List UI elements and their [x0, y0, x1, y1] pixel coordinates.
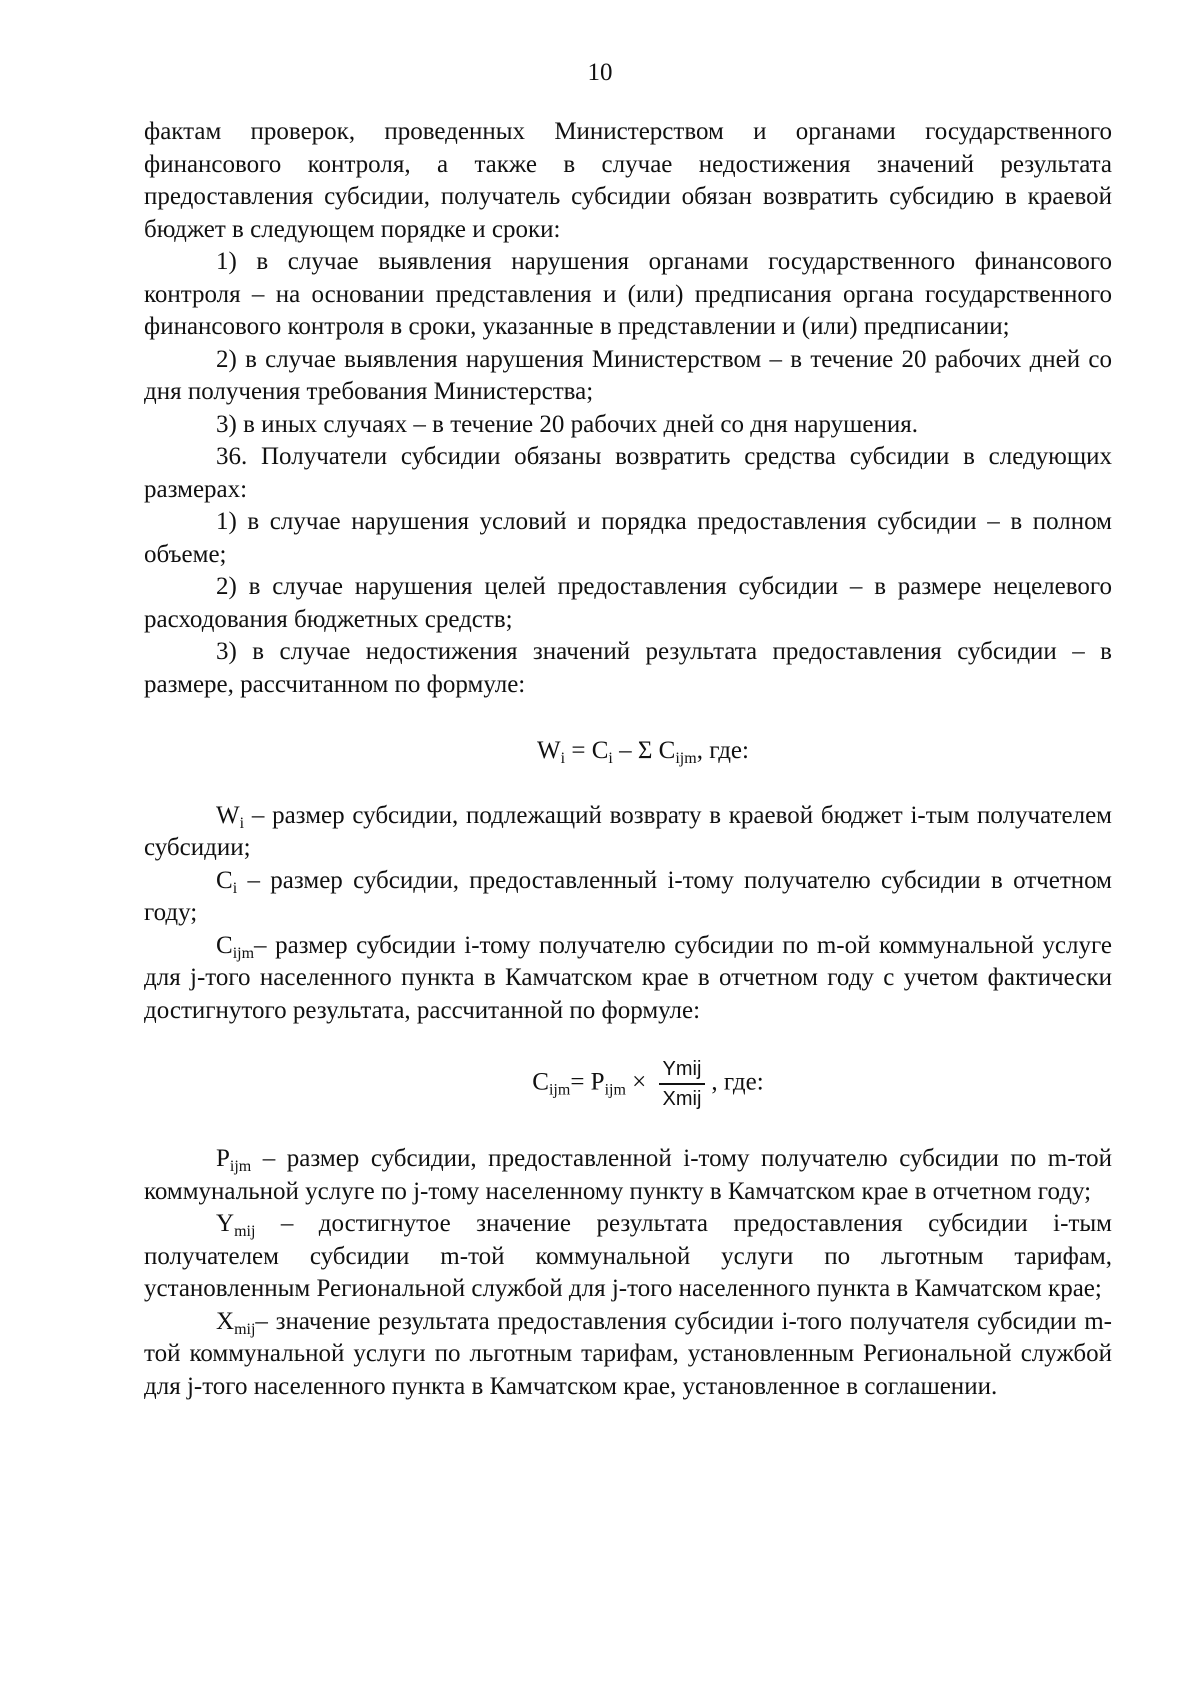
paragraph: фактам проверок, проведенных Министерством и органами государственного финансового контроля, а также в случае недостижения значений результата предоставления субсидии, получатель субсидии обязан возвратить субсидию в краевой бюджет в следующем порядке и сроки: [144, 118, 1112, 243]
formula-symbol: C [532, 1068, 549, 1096]
definition-w [144, 800, 1112, 865]
definition-subscript: i [239, 814, 245, 832]
definition-text: – размер субсидии, предоставленной i-тому получателю субсидии по m-той коммунальной услуге по j-тому населенному пункту в Камчатском крае в отчетном году; [144, 1145, 1112, 1205]
definition-symbol: X [216, 1307, 235, 1335]
document-body [144, 116, 1112, 1403]
formula-symbol: C [658, 737, 676, 764]
definition-symbol: C [216, 931, 233, 959]
page-number: 10 [587, 59, 613, 86]
definition-text: – размер субсидии i-тому получателю субсидии по m-ой коммунальной услуге для j-того населенного пункта в Камчатском крае в отчетном году с учетом фактически достигнутого результата, рассчитанной по формуле: [144, 931, 1112, 1024]
formula-symbol: P [590, 1068, 605, 1096]
formula-tail: , где: [711, 1068, 764, 1096]
definition-cijm [144, 930, 1112, 1028]
formula-fraction [659, 1057, 706, 1111]
formula-subscript: ijm [675, 750, 697, 767]
formula-symbol: C [591, 737, 609, 764]
definition-text: – значение результата предоставления субсидии i-того получателя субсидии m-той коммунальной услуги по льготным тарифам, установленным Региональной службой для j-того населенного пункта в Камчатском крае, установленное в соглашении. [144, 1307, 1112, 1400]
formula-cijm [144, 1057, 1112, 1111]
definition-ymij [144, 1208, 1112, 1306]
definition-symbol: P [216, 1145, 230, 1172]
formula-w [144, 735, 1112, 768]
formula-operator: – Σ [612, 737, 659, 764]
paragraph: 2) в случае выявления нарушения Министерством – в течение 20 рабочих дней со дня получения требования Министерства; [144, 345, 1112, 405]
paragraph: 1) в случае выявления нарушения органами государственного финансового контроля – на основании представления и (или) предписания органа государственного финансового контроля в сроки, указанные в представлении и (или) предписании; [144, 248, 1112, 340]
definition-symbol: W [216, 801, 240, 829]
definition-subscript: i [232, 879, 238, 897]
paragraph: 1) в случае нарушения условий и порядка предоставления субсидии – в полном объеме; [144, 508, 1112, 568]
paragraph: 3) в случае недостижения значений результата предоставления субсидии – в размере, рассчитанном по формуле: [144, 638, 1112, 698]
definition-subscript: ijm [229, 1158, 252, 1175]
formula-symbol: W [537, 737, 561, 764]
definition-symbol: Y [216, 1210, 235, 1237]
formula-operator: = [565, 737, 592, 764]
definition-subscript: mij [234, 1223, 256, 1240]
formula-subscript: i [560, 750, 566, 767]
paragraph: 36. Получатели субсидии обязаны возвратить средства субсидии в следующих размерах: [144, 443, 1112, 503]
definition-subscript: mij [234, 1320, 256, 1338]
paragraph: 2) в случае нарушения целей предоставления субсидии – в размере нецелевого расходования бюджетных средств; [144, 573, 1112, 633]
definition-c [144, 865, 1112, 930]
formula-subscript: i [608, 750, 613, 767]
formula-subscript: ijm [548, 1081, 571, 1099]
fraction-denominator: Xmij [662, 1088, 702, 1110]
definition-text: – размер субсидии, предоставленный i-тому получателю субсидии в отчетном году; [144, 866, 1112, 926]
formula-subscript: ijm [604, 1081, 626, 1099]
definition-xmij [144, 1306, 1112, 1404]
definition-symbol: C [216, 866, 233, 894]
formula-operator: = [570, 1068, 591, 1096]
definition-text: – размер субсидии, подлежащий возврату в краевой бюджет i-тым получателем субсидии; [144, 801, 1112, 861]
formula-tail: , где: [696, 737, 749, 764]
definition-pijm [144, 1143, 1112, 1208]
definition-text: – достигнутое значение результата предоставления субсидии i-тым получателем субсидии m-той коммунальной услуги по льготным тарифам, установленным Региональной службой для j-того населенного пункта в Камчатском крае; [144, 1210, 1112, 1302]
definition-subscript: ijm [232, 944, 255, 962]
formula-operator: × [625, 1068, 653, 1096]
paragraph: 3) в иных случаях – в течение 20 рабочих дней со дня нарушения. [216, 410, 919, 438]
fraction-numerator: Ymij [662, 1058, 702, 1080]
